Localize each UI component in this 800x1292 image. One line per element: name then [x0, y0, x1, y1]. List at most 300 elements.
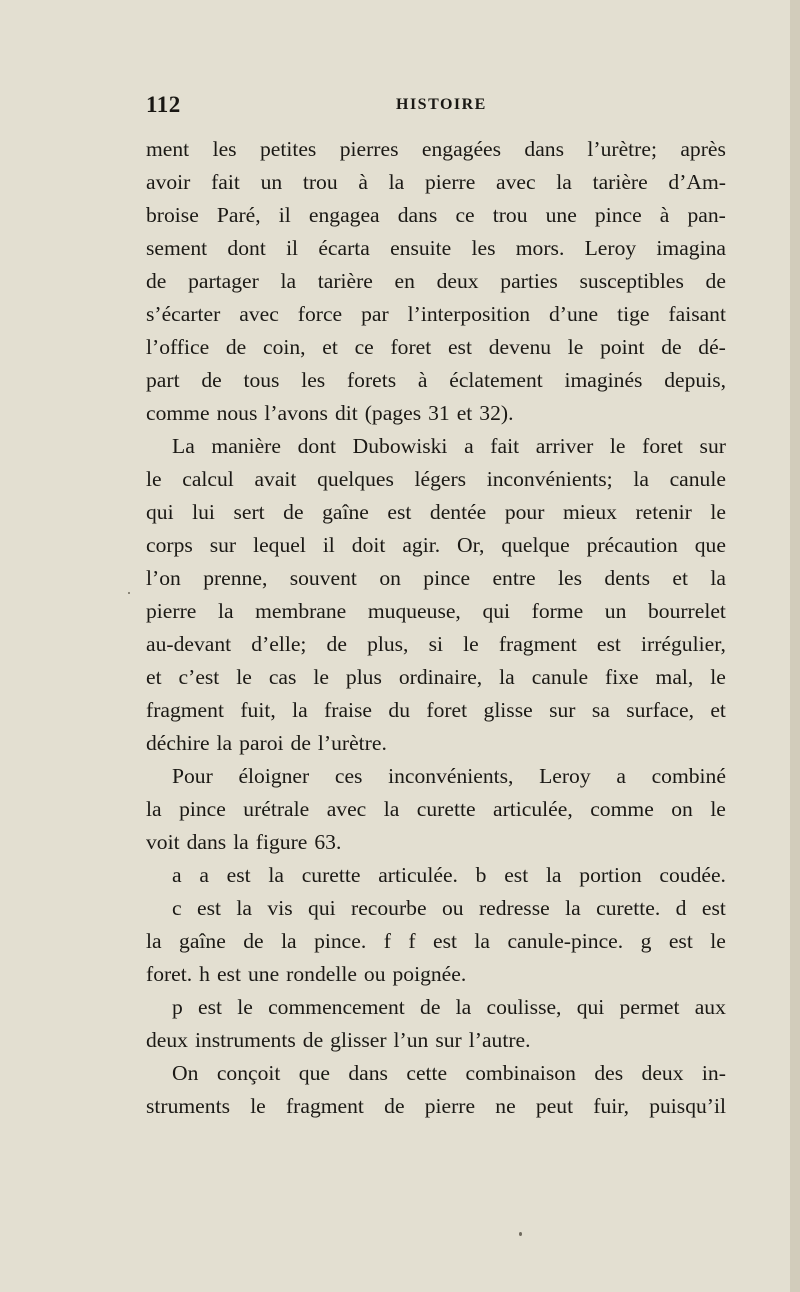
text-line [146, 430, 726, 463]
word: figure [255, 830, 308, 854]
ink-speck [519, 1232, 522, 1236]
word: broise [146, 203, 199, 227]
word: On [172, 1061, 199, 1085]
text-line [146, 166, 726, 199]
word: qui [482, 599, 511, 623]
word: est [432, 929, 457, 953]
word: f [383, 929, 391, 953]
word: un [604, 599, 627, 623]
word: curette [301, 863, 361, 887]
word: calcul [182, 467, 234, 491]
word: éclatement [449, 368, 543, 392]
word: susceptibles [579, 269, 684, 293]
word: a [616, 764, 626, 788]
word: sur [435, 1028, 462, 1052]
word: est [198, 995, 223, 1019]
word: plus [345, 665, 382, 689]
word: pierre [146, 599, 197, 623]
word: puisqu’il [649, 1094, 726, 1118]
word: le [710, 929, 726, 953]
word: et [456, 401, 473, 425]
word: le [609, 434, 626, 458]
word: un [260, 170, 283, 194]
word: combinaison [465, 1061, 576, 1085]
word: du [388, 698, 410, 722]
word: commencement [268, 995, 405, 1019]
word: que [694, 533, 726, 557]
word: en [394, 269, 415, 293]
word: instruments [194, 1028, 296, 1052]
text-line [146, 298, 726, 331]
word: ou [441, 896, 464, 920]
word: voit [146, 830, 180, 854]
word: imagina [656, 236, 726, 260]
word: 63. [314, 830, 342, 854]
word: d’Am- [668, 170, 726, 194]
word: de [420, 995, 441, 1019]
word: sur [699, 434, 726, 458]
word: dans [397, 203, 438, 227]
word: faisant [668, 302, 726, 326]
word: il [278, 203, 291, 227]
word: la [280, 269, 297, 293]
word: et [322, 335, 338, 359]
word: est [216, 962, 241, 986]
word: ce [455, 203, 475, 227]
word: la [633, 467, 649, 491]
text-line [146, 727, 726, 760]
word: une [545, 203, 577, 227]
text-line [146, 991, 726, 1024]
word: nous [216, 401, 258, 425]
word: de [705, 269, 726, 293]
word: s’écarter [146, 302, 221, 326]
word: souvent [289, 566, 357, 590]
word: doit [351, 533, 386, 557]
text-line [146, 1057, 726, 1090]
running-title: HISTOIRE [396, 96, 487, 113]
word: articulée. [378, 863, 458, 887]
word: mors. [515, 236, 565, 260]
word: avoir [146, 170, 191, 194]
word: (pages [364, 401, 422, 425]
word: la [281, 929, 297, 953]
word: glisse [483, 698, 533, 722]
word: quelque [501, 533, 570, 557]
word: vis [267, 896, 293, 920]
word: l’un [393, 1028, 429, 1052]
word: fuir, [593, 1094, 629, 1118]
word: pour [504, 500, 545, 524]
word: recourbe [351, 896, 427, 920]
word: la [499, 665, 515, 689]
word: quelques [317, 467, 394, 491]
page-header [146, 92, 726, 122]
text-line [146, 661, 726, 694]
word: foret [390, 335, 432, 359]
word: dont [297, 434, 336, 458]
word: que [298, 1061, 330, 1085]
word: on [379, 566, 401, 590]
text-line [146, 859, 726, 892]
word: dit [334, 401, 358, 425]
word: Paré, [216, 203, 261, 227]
word: membrane [255, 599, 347, 623]
word: avec [496, 170, 536, 194]
body-text [146, 133, 726, 1123]
word: la [710, 566, 726, 590]
word: fragment [146, 698, 224, 722]
word: l’avons [264, 401, 328, 425]
word: la [545, 863, 562, 887]
word: corps [146, 533, 193, 557]
text-line [146, 1090, 726, 1123]
word: est [197, 896, 221, 920]
word: pince [594, 203, 642, 227]
word: fixe [605, 665, 639, 689]
word: la [383, 797, 400, 821]
word: lequel [253, 533, 306, 557]
word: la [217, 599, 234, 623]
word: retenir [635, 500, 692, 524]
word: qui [308, 896, 336, 920]
word: foret [642, 434, 683, 458]
word: légers [414, 467, 467, 491]
word: Or, [457, 533, 485, 557]
word: dents [604, 566, 650, 590]
word: coulisse, [486, 995, 562, 1019]
word: pince [179, 797, 226, 821]
word: parties [500, 269, 558, 293]
word: pierre [424, 170, 476, 194]
word: qui [146, 500, 174, 524]
text-line [146, 958, 726, 991]
word: combiné [651, 764, 726, 788]
word: La [172, 434, 195, 458]
word: pan- [687, 203, 726, 227]
word: de [243, 929, 264, 953]
word: est [701, 896, 726, 920]
word: curette [416, 797, 476, 821]
word: forme [531, 599, 584, 623]
word: sur [549, 698, 576, 722]
text-line [146, 331, 726, 364]
word: ou [363, 962, 386, 986]
word: comme [146, 401, 210, 425]
text-line [146, 694, 726, 727]
word: ne [495, 1094, 516, 1118]
word: le [313, 665, 329, 689]
word: on [671, 797, 693, 821]
word: à [358, 170, 368, 194]
text-line [146, 826, 726, 859]
word: les [301, 368, 326, 392]
word: les [558, 566, 582, 590]
word: imaginés [564, 368, 643, 392]
word: sur [209, 533, 237, 557]
word: redresse [478, 896, 550, 920]
word: tous [243, 368, 280, 392]
word: fait [490, 434, 520, 458]
word: irrégulier, [641, 632, 726, 656]
word: une [247, 962, 280, 986]
word: fait [211, 170, 240, 194]
word: de [290, 731, 311, 755]
word: sert [233, 500, 265, 524]
text-line [146, 760, 726, 793]
word: prenne, [203, 566, 268, 590]
word: cette [406, 1061, 448, 1085]
word: l’on [146, 566, 181, 590]
word: de [201, 368, 222, 392]
word: le [710, 797, 726, 821]
word: devenu [488, 335, 552, 359]
word: et [146, 665, 162, 689]
text-line [146, 529, 726, 562]
word: in- [701, 1061, 726, 1085]
word: comme [590, 797, 654, 821]
word: point [600, 335, 645, 359]
word: manière [211, 434, 281, 458]
word: par [361, 302, 389, 326]
word: 32). [479, 401, 514, 425]
word: mieux [562, 500, 617, 524]
text-line [146, 925, 726, 958]
word: portion [579, 863, 642, 887]
word: urétrale [243, 797, 310, 821]
word: après [680, 137, 726, 161]
word: a [199, 863, 209, 887]
word: coudée. [659, 863, 726, 887]
text-line [146, 133, 726, 166]
text-line [146, 892, 726, 925]
word: il [322, 533, 335, 557]
word: fragment [285, 1094, 364, 1118]
word: bourrelet [647, 599, 726, 623]
word: paroi [239, 731, 284, 755]
text-line [146, 595, 726, 628]
word: précaution [586, 533, 678, 557]
word: la [292, 698, 308, 722]
word: il [286, 236, 299, 260]
word: tarière [317, 269, 373, 293]
word: la [146, 797, 162, 821]
word: de [302, 1028, 324, 1052]
word: la [233, 830, 249, 854]
word: arriver [535, 434, 594, 458]
word: pierres [339, 137, 399, 161]
word: lui [192, 500, 215, 524]
text-line [146, 628, 726, 661]
word: aux [694, 995, 726, 1019]
word: muqueuse, [367, 599, 461, 623]
word: sement [146, 236, 208, 260]
word: forets [346, 368, 397, 392]
word: canule-pince. [507, 929, 624, 953]
text-line [146, 463, 726, 496]
word: dentée [429, 500, 487, 524]
word: struments [146, 1094, 230, 1118]
word: b [475, 863, 487, 887]
word: tige [617, 302, 650, 326]
word: coin, [262, 335, 306, 359]
page-number: 112 [146, 92, 181, 117]
word: gaîne [322, 500, 369, 524]
word: de [225, 335, 247, 359]
word: 31 [428, 401, 450, 425]
word: canule [531, 665, 589, 689]
word: avait [254, 467, 297, 491]
word: fuit, [240, 698, 276, 722]
word: ce [354, 335, 374, 359]
word: canule [669, 467, 726, 491]
word: deux [436, 269, 479, 293]
word: de [661, 335, 682, 359]
word: déchire [146, 731, 210, 755]
word: le [146, 467, 162, 491]
word: f [408, 929, 416, 953]
word: a [464, 434, 474, 458]
word: de [146, 269, 167, 293]
word: l’urètre; [587, 137, 657, 161]
word: engagea [308, 203, 380, 227]
word: écarta [318, 236, 370, 260]
word: deux [641, 1061, 684, 1085]
word: les [212, 137, 237, 161]
word: l’autre. [468, 1028, 531, 1052]
word: est [504, 863, 529, 887]
word: si [428, 632, 443, 656]
word: la [565, 896, 581, 920]
word: de [384, 1094, 405, 1118]
word: la [388, 170, 405, 194]
word: permet [619, 995, 680, 1019]
word: la [474, 929, 491, 953]
word: est [447, 335, 472, 359]
word: est [596, 632, 621, 656]
word: part [146, 368, 180, 392]
word: avec [239, 302, 279, 326]
word: depuis, [664, 368, 726, 392]
word: curette. [596, 896, 661, 920]
word: ordinaire, [398, 665, 483, 689]
word: la [236, 896, 252, 920]
word: surface, [626, 698, 694, 722]
word: inconvénients; [486, 467, 613, 491]
text-line [146, 496, 726, 529]
word: dans [524, 137, 565, 161]
word: deux [146, 1028, 188, 1052]
word: c [172, 896, 182, 920]
text-line [146, 265, 726, 298]
ink-speck [128, 592, 130, 594]
word: mal, [655, 665, 694, 689]
word: éloigner [238, 764, 310, 788]
word: inconvénients, [388, 764, 514, 788]
word: ces [334, 764, 363, 788]
word: trou [302, 170, 338, 194]
word: la [268, 863, 284, 887]
word: dans [348, 1061, 388, 1085]
word: Dubowiski [352, 434, 448, 458]
word: conçoit [216, 1061, 281, 1085]
text-line [146, 364, 726, 397]
text-line [146, 562, 726, 595]
word: ment [146, 137, 190, 161]
word: foret [426, 698, 468, 722]
word: à [417, 368, 428, 392]
word: Leroy [584, 236, 637, 260]
word: gaîne [179, 929, 226, 953]
word: la [216, 731, 233, 755]
word: ensuite [390, 236, 452, 260]
word: le [710, 665, 726, 689]
word: glisser [330, 1028, 387, 1052]
word: fragment [498, 632, 577, 656]
word: c’est [178, 665, 220, 689]
word: dont [227, 236, 266, 260]
word: l’urètre. [317, 731, 387, 755]
page-edge [790, 0, 800, 1292]
word: dans [186, 830, 227, 854]
word: le [250, 1094, 266, 1118]
word: avec [326, 797, 367, 821]
word: la [556, 170, 572, 194]
text-line [146, 793, 726, 826]
word: le [237, 995, 253, 1019]
word: et [672, 566, 688, 590]
word: cas [268, 665, 297, 689]
word: l’office [146, 335, 210, 359]
word: dé- [698, 335, 726, 359]
word: peut [535, 1094, 574, 1118]
word: Leroy [539, 764, 591, 788]
word: pince. [314, 929, 367, 953]
text-line [146, 232, 726, 265]
word: est [226, 863, 251, 887]
word: des [594, 1061, 624, 1085]
word: tarière [592, 170, 648, 194]
word: au-devant [146, 632, 232, 656]
word: rondelle [286, 962, 357, 986]
word: a [172, 863, 182, 887]
word: pince [423, 566, 471, 590]
word: les [471, 236, 496, 260]
word: la [146, 929, 162, 953]
word: g [640, 929, 652, 953]
word: l’interposition [407, 302, 530, 326]
word: petites [259, 137, 317, 161]
word: p [172, 995, 183, 1019]
word: force [297, 302, 343, 326]
word: h [199, 962, 210, 986]
word: d [675, 896, 687, 920]
word: pierre [424, 1094, 476, 1118]
word: entre [492, 566, 536, 590]
word: d’elle; [251, 632, 307, 656]
word: le [710, 500, 726, 524]
word: partager [188, 269, 259, 293]
word: articulée, [493, 797, 573, 821]
word: est [668, 929, 693, 953]
word: la [455, 995, 472, 1019]
word: le [236, 665, 252, 689]
word: poignée. [392, 962, 467, 986]
word: qui [576, 995, 605, 1019]
text-line [146, 397, 726, 430]
word: trou [492, 203, 528, 227]
word: le [567, 335, 584, 359]
